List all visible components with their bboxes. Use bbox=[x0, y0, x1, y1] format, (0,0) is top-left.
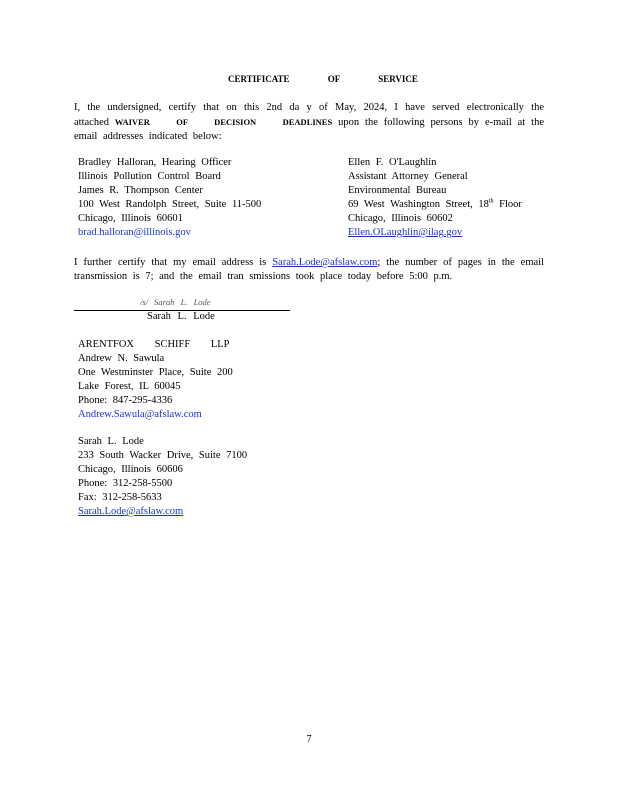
firm-attorney: Andrew N. Sawula bbox=[78, 353, 165, 364]
firm-name: ARENTFOX SCHIFF LLP bbox=[78, 339, 230, 350]
recipient-email-link[interactable]: Ellen.OLaughlin@ilag.gov bbox=[348, 227, 463, 238]
recipient-building: James R. Thompson Center bbox=[78, 185, 203, 196]
street-floor: Floor bbox=[493, 199, 522, 210]
recipient-email-link[interactable]: brad.halloran@illinois.gov bbox=[78, 227, 191, 238]
recipient-building: Environmental Bureau bbox=[348, 185, 447, 196]
firm-block bbox=[78, 338, 233, 422]
second-attorney-block bbox=[78, 435, 247, 519]
ordinal-suffix: th bbox=[488, 198, 494, 205]
own-email-link[interactable]: Sarah.Lode@afslaw.com bbox=[272, 257, 378, 268]
recipient-org: Illinois Pollution Control Board bbox=[78, 171, 221, 182]
recipient-city: Chicago, Illinois 60601 bbox=[78, 213, 183, 224]
certification-text-2: upon the following persons by e-mail at the email addresses indicated below: bbox=[74, 117, 544, 142]
electronic-signature: /s/ Sarah L. Lode bbox=[140, 297, 211, 307]
firm-street: One Westminster Place, Suite 200 bbox=[78, 367, 233, 378]
recipient-halloran bbox=[78, 156, 261, 240]
attorney-city: Chicago, Illinois 60606 bbox=[78, 464, 183, 475]
document-name: WAIVER OF DECISION DEADLINES bbox=[114, 117, 333, 127]
page-number: 7 bbox=[306, 734, 312, 745]
recipient-name: Bradley Halloran, Hearing Officer bbox=[78, 157, 232, 168]
certification-text-1: I, the undersigned, certify that on this 2nd da y of May, 2024, I have served electronically the attached bbox=[74, 102, 544, 128]
street-text: 69 West Washington Street, 18 bbox=[348, 199, 489, 210]
recipient-street bbox=[348, 198, 522, 212]
signatory-name: Sarah L. Lode bbox=[147, 311, 215, 322]
further-text-2: ; the number of pages in the email transmission is 7; and the email tran smissions took place today before 5:00 p.m. bbox=[74, 257, 544, 282]
recipient-olaughlin bbox=[348, 156, 522, 240]
attorney-fax: Fax: 312-258-5633 bbox=[78, 492, 162, 503]
attorney-name: Sarah L. Lode bbox=[78, 436, 144, 447]
attorney-phone: Phone: 312-258-5500 bbox=[78, 478, 173, 489]
further-certification-paragraph bbox=[74, 256, 544, 284]
firm-city: Lake Forest, IL 60045 bbox=[78, 381, 181, 392]
firm-email-link[interactable]: Andrew.Sawula@afslaw.com bbox=[78, 409, 202, 420]
firm-phone: Phone: 847-295-4336 bbox=[78, 395, 173, 406]
recipient-city: Chicago, Illinois 60602 bbox=[348, 213, 453, 224]
attorney-street: 233 South Wacker Drive, Suite 7100 bbox=[78, 450, 248, 461]
certification-paragraph bbox=[74, 101, 544, 144]
attorney-email-link[interactable]: Sarah.Lode@afslaw.com bbox=[78, 506, 184, 517]
recipient-street: 100 West Randolph Street, Suite 11-500 bbox=[78, 199, 262, 210]
document-title: CERTIFICATE OF SERVICE bbox=[228, 74, 418, 84]
recipient-name: Ellen F. O'Laughlin bbox=[348, 157, 437, 168]
further-text-1: I further certify that my email address is bbox=[74, 257, 273, 268]
recipient-org: Assistant Attorney General bbox=[348, 171, 468, 182]
